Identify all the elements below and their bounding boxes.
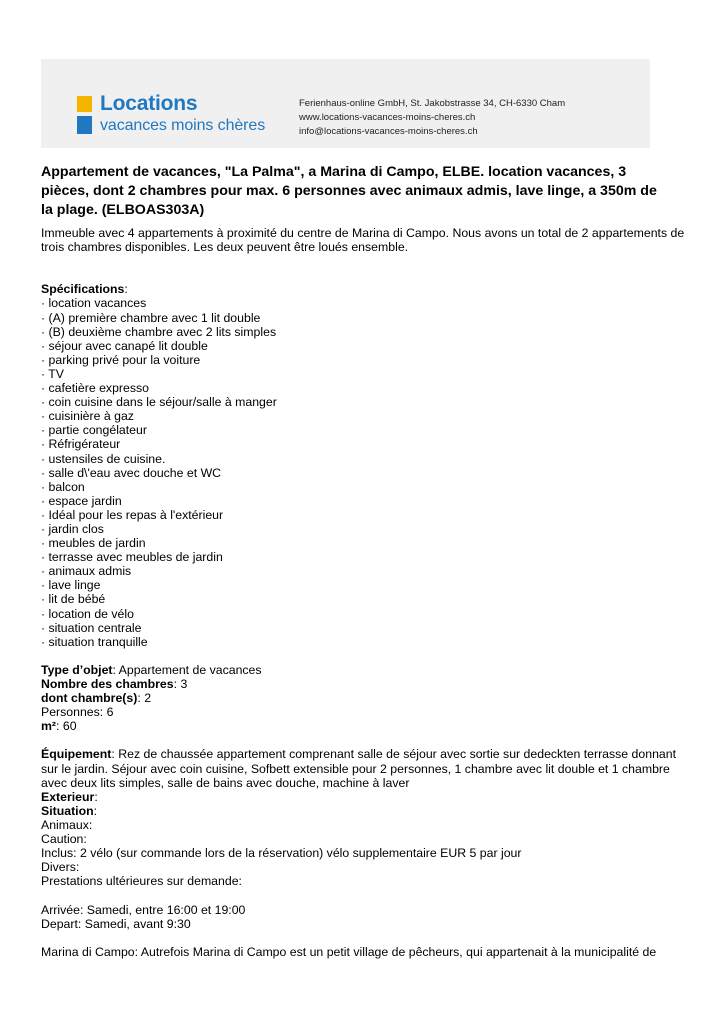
included-line: Inclus: 2 vélo (sur commande lors de la réservation) vélo supplementaire EUR 5 par jour — [41, 846, 522, 861]
header-banner — [41, 59, 650, 148]
company-address: Ferienhaus-online GmbH, St. Jakobstrasse 34, CH-6330 Cham — [299, 98, 566, 109]
company-website: www.locations-vacances-moins-cheres.ch — [299, 112, 476, 123]
fact-rooms-label: Nombre des chambres — [41, 677, 174, 691]
equipment-text: Rez de chaussée appartement comprenant salle de séjour avec sortie sur dedeckten terrasse donnant sur le jardin. Séjour avec coin cuisine, Sofbett extensible pour 2 personnes, 1 chambre avec lit double et 1 chambre avec deux lits simples, salle de bains avec douche, machine à laver — [41, 747, 677, 790]
spec-item: · meubles de jardin — [41, 536, 146, 551]
spec-item: · parking privé pour la voiture — [41, 352, 201, 367]
specs-heading: Spécifications: — [41, 282, 128, 297]
fact-type-value: Appartement de vacances — [118, 662, 262, 677]
animals-line: Animaux: — [41, 817, 93, 832]
equipment-label: Équipement — [41, 747, 112, 762]
spec-item: · location vacances — [41, 296, 147, 311]
fact-area-label: m² — [41, 719, 57, 734]
misc-line: Divers: — [41, 860, 80, 875]
logo-title: Locations — [100, 92, 198, 115]
equipment-paragraph: Équipement: Rez de chaussée appartement comprenant salle de séjour avec sortie sur dedeckten terrasse donnant sur le jardin. Séjour avec coin cuisine, Sofbett extensible pour 2 personnes, 1 chambre avec lit double et 1 chambre avec deux lits simples, salle de bains avec douche, machine à laver — [41, 747, 677, 790]
document-body — [41, 226, 691, 959]
fact-type-label: Type d’objet — [41, 662, 113, 677]
spec-item: · lit de bébé — [41, 592, 106, 607]
spec-item: · séjour avec canapé lit double — [41, 338, 208, 353]
fact-bedrooms-value: 2 — [144, 691, 152, 706]
spec-item: · (A) première chambre avec 1 lit double — [41, 310, 261, 325]
situation-label: Situation — [41, 803, 94, 818]
spec-item: · lave linge — [41, 578, 101, 593]
exterior-label: Exterieur — [41, 789, 95, 804]
spec-item: · salle d\'eau avec douche et WC — [41, 465, 222, 480]
spec-item: · (B) deuxième chambre avec 2 lits simples — [41, 324, 277, 339]
spec-item: · location de vélo — [41, 606, 134, 621]
spec-item: · situation centrale — [41, 620, 142, 635]
specs-list — [41, 296, 691, 648]
closing-paragraph: Marina di Campo: Autrefois Marina di Campo est un petit village de pêcheurs, qui appartenait à la municipalité de — [41, 944, 657, 959]
intro-paragraph: Immeuble avec 4 appartements à proximité du centre de Marina di Campo. Nous avons un total de 2 appartements de trois chambres disponibles. Les deux peuvent être loués ensemble. — [41, 226, 685, 255]
spec-item: · animaux admis — [41, 564, 132, 579]
spec-item: · situation tranquille — [41, 634, 148, 649]
fact-area-value: 60 — [62, 719, 77, 734]
spec-item: · Idéal pour les repas à l'extérieur — [41, 507, 224, 522]
logo-blue-square-icon — [77, 116, 92, 134]
company-email: info@locations-vacances-moins-cheres.ch — [299, 126, 478, 137]
spec-item: · TV — [41, 366, 65, 381]
fact-type: Type d’objet: Appartement de vacances — [41, 662, 262, 677]
spec-item: · cuisinière à gaz — [41, 409, 134, 424]
fact-rooms-value: 3 — [180, 677, 188, 691]
spec-item: · partie congélateur — [41, 423, 147, 438]
spec-item: · jardin clos — [41, 521, 104, 536]
spec-item: · Réfrigérateur — [41, 437, 121, 452]
logo-subtitle: vacances moins chères — [100, 117, 266, 134]
fact-bedrooms-label: dont chambre(s) — [41, 691, 138, 706]
fact-rooms: Nombre des chambres: 3 — [41, 677, 188, 691]
specs-label: Spécifications — [41, 282, 125, 297]
spec-item: · balcon — [41, 479, 85, 494]
fact-area: m²: 60 — [41, 719, 77, 734]
logo-yellow-square-icon — [77, 96, 92, 112]
spec-item: · ustensiles de cuisine. — [41, 451, 166, 466]
spec-item: · espace jardin — [41, 493, 122, 508]
arrival-line: Arrivée: Samedi, entre 16:00 et 19:00 — [41, 902, 246, 917]
fact-bedrooms: dont chambre(s): 2 — [41, 691, 152, 706]
company-info — [299, 97, 565, 139]
spec-item: · cafetière expresso — [41, 381, 149, 396]
situation-line: Situation: — [41, 803, 98, 818]
fact-persons: Personnes: 6 — [41, 705, 114, 720]
exterior-line: Exterieur: — [41, 789, 98, 804]
page-title: Appartement de vacances, "La Palma", a Marina di Campo, ELBE. location vacances, 3 pièces, dont 2 chambres pour max. 6 personnes avec animaux admis, lave linge, a 350m de la plage. (ELBOAS303A) — [41, 164, 657, 218]
spec-item: · coin cuisine dans le séjour/salle à manger — [41, 395, 277, 410]
caution-line: Caution: — [41, 832, 87, 847]
spec-item: · terrasse avec meubles de jardin — [41, 550, 223, 565]
departure-line: Depart: Samedi, avant 9:30 — [41, 916, 191, 931]
services-line: Prestations ultérieures sur demande: — [41, 874, 242, 889]
